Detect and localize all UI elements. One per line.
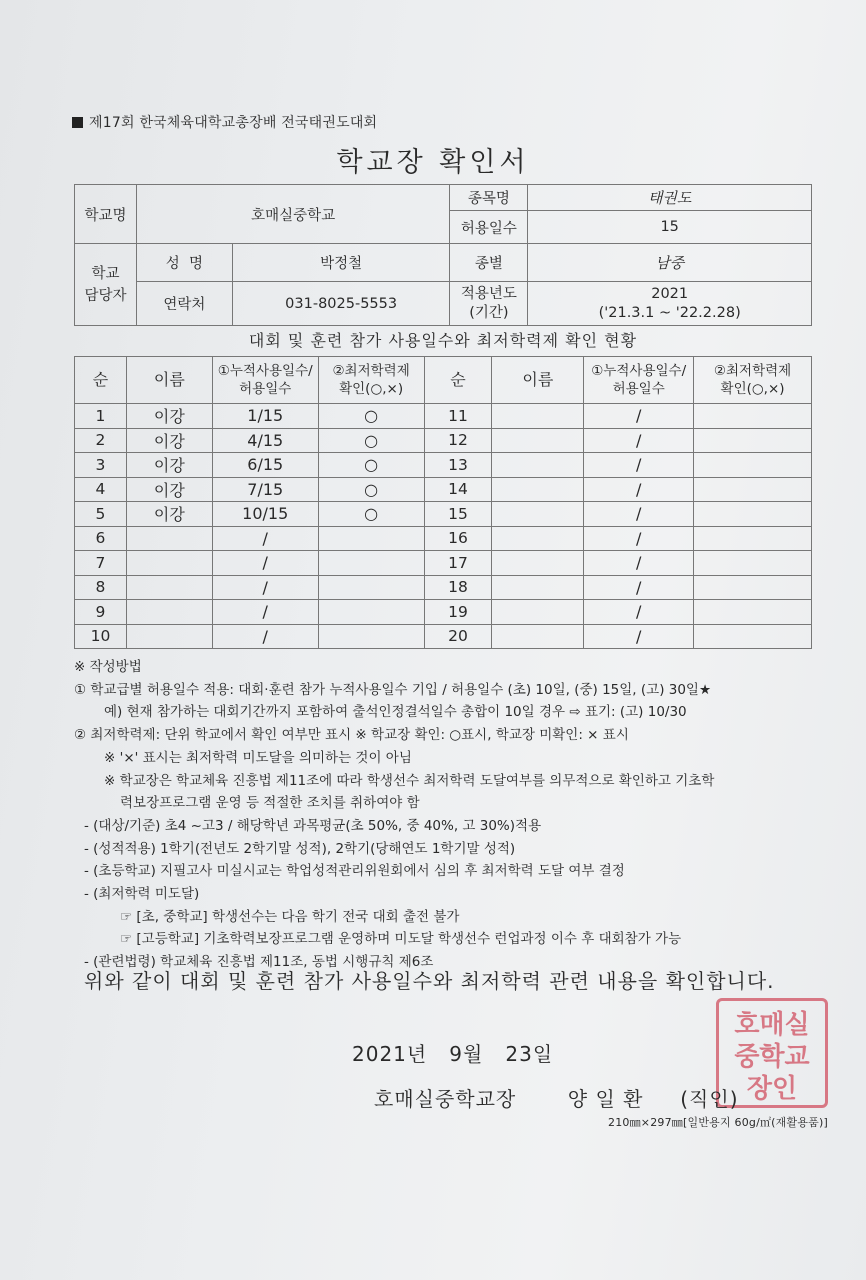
note-item: 예) 현재 참가하는 대회기간까지 포함하여 출석인정결석일수 총합이 10일 경우 ⇨ 표기: (고) 10/30 bbox=[104, 704, 687, 721]
row-no: 2 bbox=[75, 428, 127, 453]
row-days: / bbox=[584, 453, 694, 478]
row-check: ○ bbox=[318, 428, 424, 453]
row-name bbox=[126, 600, 212, 625]
row-days: / bbox=[584, 526, 694, 551]
row-name bbox=[492, 453, 584, 478]
row-no: 8 bbox=[75, 575, 127, 600]
sport-label: 종목명 bbox=[450, 185, 528, 211]
row-check bbox=[318, 551, 424, 576]
row-name: 이강 bbox=[126, 428, 212, 453]
header-days-left-line2: 허용일수 bbox=[239, 381, 292, 397]
header-check-left bbox=[318, 357, 424, 404]
participation-table bbox=[74, 356, 812, 649]
row-name: 이강 bbox=[126, 477, 212, 502]
row-days: / bbox=[584, 551, 694, 576]
row-check bbox=[318, 575, 424, 600]
table-row bbox=[75, 477, 812, 502]
row-no: 7 bbox=[75, 551, 127, 576]
header-no-right: 순 bbox=[424, 357, 492, 404]
school-info-table bbox=[74, 184, 812, 326]
row-name bbox=[126, 575, 212, 600]
row-days: / bbox=[584, 502, 694, 527]
name-label: 성 명 bbox=[136, 244, 232, 282]
row-days: / bbox=[212, 526, 318, 551]
date-day: 23일 bbox=[505, 1042, 554, 1066]
row-check bbox=[694, 477, 812, 502]
row-name bbox=[492, 428, 584, 453]
header-days-right-line1: ①누적사용일수/ bbox=[591, 363, 687, 379]
row-name bbox=[492, 551, 584, 576]
manager-label-line1: 학교 bbox=[91, 265, 120, 282]
allowed-days-label: 허용일수 bbox=[450, 211, 528, 244]
row-days: / bbox=[212, 624, 318, 649]
row-no: 20 bbox=[424, 624, 492, 649]
row-no: 17 bbox=[424, 551, 492, 576]
year-value-period: ('21.3.1 ~ '22.2.28) bbox=[598, 304, 741, 321]
row-name bbox=[492, 502, 584, 527]
year-label-line2: (기간) bbox=[469, 304, 509, 321]
row-no: 14 bbox=[424, 477, 492, 502]
note-item: ☞ [초, 중학교] 학생선수는 다음 학기 전국 대회 출전 불가 bbox=[120, 908, 460, 925]
year-label bbox=[450, 282, 528, 326]
notes-heading: ※ 작성방법 bbox=[74, 659, 142, 675]
header-name-left: 이름 bbox=[126, 357, 212, 404]
signature-school: 호매실중학교장 bbox=[374, 1087, 517, 1111]
note-item: - (관련법령) 학교체육 진흥법 제11조, 동법 시행규칙 제6조 bbox=[84, 954, 434, 971]
allowed-days-value: 15 bbox=[528, 211, 812, 244]
row-no: 16 bbox=[424, 526, 492, 551]
signing-date bbox=[352, 1038, 553, 1067]
row-name bbox=[126, 526, 212, 551]
row-check bbox=[694, 624, 812, 649]
header-check-left-line2: 확인(○,×) bbox=[339, 381, 404, 397]
manager-label bbox=[75, 244, 137, 326]
row-no: 13 bbox=[424, 453, 492, 478]
date-month: 9월 bbox=[449, 1042, 484, 1066]
row-no: 11 bbox=[424, 404, 492, 429]
row-days: / bbox=[584, 477, 694, 502]
table-row bbox=[75, 428, 812, 453]
principal-signature bbox=[374, 1083, 739, 1112]
row-name: 이강 bbox=[126, 404, 212, 429]
header-check-right-line1: ②최저학력제 bbox=[713, 363, 792, 379]
row-no: 19 bbox=[424, 600, 492, 625]
note-item: - (대상/기준) 초4 ~고3 / 해당학년 과목평균(초 50%, 중 40%, 고 30%)적용 bbox=[84, 817, 542, 834]
row-no: 18 bbox=[424, 575, 492, 600]
document-title: 학교장 확인서 bbox=[336, 147, 530, 178]
seal-line: 호매실 bbox=[734, 1010, 810, 1040]
year-label-line1: 적용년도 bbox=[460, 285, 517, 302]
row-days: / bbox=[584, 600, 694, 625]
row-days: / bbox=[584, 624, 694, 649]
row-check bbox=[694, 428, 812, 453]
row-check bbox=[694, 526, 812, 551]
contact-label: 연락처 bbox=[136, 282, 232, 326]
gender-label: 종별 bbox=[450, 244, 528, 282]
row-check bbox=[694, 404, 812, 429]
gender-value: 남중 bbox=[528, 244, 812, 282]
row-check bbox=[694, 453, 812, 478]
row-name bbox=[492, 477, 584, 502]
date-year: 2021년 bbox=[352, 1042, 428, 1066]
note-item: - (최저학력 미도달) bbox=[84, 886, 200, 903]
row-name bbox=[492, 575, 584, 600]
row-check: ○ bbox=[318, 404, 424, 429]
table-row bbox=[75, 502, 812, 527]
note-item: ☞ [고등학교] 기초학력보장프로그램 운영하며 미도달 학생선수 런업과정 이수 후 대회참가 가능 bbox=[120, 931, 682, 948]
row-check bbox=[318, 600, 424, 625]
row-name: 이강 bbox=[126, 502, 212, 527]
note-item: ① 학교급별 허용일수 적용: 대회·훈련 참가 누적사용일수 기입 / 허용일수 (초) 10일, (중) 15일, (고) 30일★ bbox=[74, 681, 712, 698]
note-item: ② 최저학력제: 단위 학교에서 확인 여부만 표시 ※ 학교장 확인: ○표시, 학교장 미확인: × 표시 bbox=[74, 727, 629, 744]
row-no: 4 bbox=[75, 477, 127, 502]
row-no: 10 bbox=[75, 624, 127, 649]
row-check: ○ bbox=[318, 453, 424, 478]
row-days: / bbox=[212, 575, 318, 600]
row-check: ○ bbox=[318, 502, 424, 527]
row-name bbox=[126, 624, 212, 649]
confirmation-statement: 위와 같이 대회 및 훈련 참가 사용일수와 최저학력 관련 내용을 확인합니다. bbox=[84, 969, 775, 993]
writing-instructions bbox=[74, 656, 834, 974]
seal-line: 중학교 bbox=[734, 1042, 810, 1072]
contact-value: 031-8025-5553 bbox=[232, 282, 450, 326]
note-item: - (성적적용) 1학기(전년도 2학기말 성적), 2학기(당해연도 1학기말 성적) bbox=[84, 840, 516, 857]
row-check bbox=[694, 575, 812, 600]
seal-mark: (직인) bbox=[680, 1087, 739, 1111]
row-days: 7/15 bbox=[212, 477, 318, 502]
header-check-right-line2: 확인(○,×) bbox=[720, 381, 785, 397]
school-label: 학교명 bbox=[75, 185, 137, 244]
name-value: 박정철 bbox=[232, 244, 450, 282]
row-no: 12 bbox=[424, 428, 492, 453]
row-days: 1/15 bbox=[212, 404, 318, 429]
table-row bbox=[75, 404, 812, 429]
row-days: / bbox=[584, 428, 694, 453]
table-row bbox=[75, 600, 812, 625]
row-days: 6/15 bbox=[212, 453, 318, 478]
row-name bbox=[492, 404, 584, 429]
header-check-right bbox=[694, 357, 812, 404]
row-days: / bbox=[584, 404, 694, 429]
row-no: 6 bbox=[75, 526, 127, 551]
note-item: ※ '×' 표시는 최저학력 미도달을 의미하는 것이 아님 bbox=[104, 749, 412, 766]
table-row bbox=[75, 624, 812, 649]
square-bullet-icon bbox=[72, 117, 83, 128]
row-no: 1 bbox=[75, 404, 127, 429]
header-no-left: 순 bbox=[75, 357, 127, 404]
row-days: / bbox=[212, 551, 318, 576]
row-days: 10/15 bbox=[212, 502, 318, 527]
table-row bbox=[75, 575, 812, 600]
row-check bbox=[694, 600, 812, 625]
row-no: 15 bbox=[424, 502, 492, 527]
table-row bbox=[75, 526, 812, 551]
row-check: ○ bbox=[318, 477, 424, 502]
event-name: 제17회 한국체육대학교총장배 전국태권도대회 bbox=[89, 115, 378, 131]
signature-name: 양 일 환 bbox=[567, 1087, 644, 1111]
manager-label-line2: 담당자 bbox=[84, 287, 127, 304]
header-days-right-line2: 허용일수 bbox=[612, 381, 665, 397]
note-item: - (초등학교) 지필고사 미실시교는 학업성적관리위원회에서 심의 후 최저학력 도달 여부 결정 bbox=[84, 863, 625, 880]
row-name bbox=[492, 526, 584, 551]
row-days: / bbox=[584, 575, 694, 600]
school-value: 호매실중학교 bbox=[136, 185, 450, 244]
table-row bbox=[75, 551, 812, 576]
row-check bbox=[318, 624, 424, 649]
paper-spec: 210㎜×297㎜[일반용지 60g/㎡(재활용품)] bbox=[608, 1116, 828, 1129]
header-name-right: 이름 bbox=[492, 357, 584, 404]
list-title: 대회 및 훈련 참가 사용일수와 최저학력제 확인 현황 bbox=[248, 331, 638, 350]
row-no: 5 bbox=[75, 502, 127, 527]
row-name bbox=[492, 624, 584, 649]
row-name: 이강 bbox=[126, 453, 212, 478]
row-days: 4/15 bbox=[212, 428, 318, 453]
note-item: ※ 학교장은 학교체육 진흥법 제11조에 따라 학생선수 최저학력 도달여부를 의무적으로 확인하고 기초학 bbox=[104, 772, 715, 789]
row-check bbox=[694, 502, 812, 527]
row-check bbox=[318, 526, 424, 551]
header-days-left bbox=[212, 357, 318, 404]
sport-value: 태권도 bbox=[528, 185, 812, 211]
row-name bbox=[126, 551, 212, 576]
header-days-right bbox=[584, 357, 694, 404]
header-days-left-line1: ①누적사용일수/ bbox=[217, 363, 313, 379]
note-item: 력보장프로그램 운영 등 적절한 조치를 취하여야 함 bbox=[120, 795, 420, 812]
seal-line: 장인 bbox=[746, 1074, 798, 1104]
row-no: 9 bbox=[75, 600, 127, 625]
row-check bbox=[694, 551, 812, 576]
row-no: 3 bbox=[75, 453, 127, 478]
row-name bbox=[492, 600, 584, 625]
row-days: / bbox=[212, 600, 318, 625]
year-value bbox=[528, 282, 812, 326]
header-check-left-line1: ②최저학력제 bbox=[332, 363, 410, 379]
event-header bbox=[72, 112, 377, 132]
table-row bbox=[75, 453, 812, 478]
year-value-year: 2021 bbox=[651, 285, 689, 302]
